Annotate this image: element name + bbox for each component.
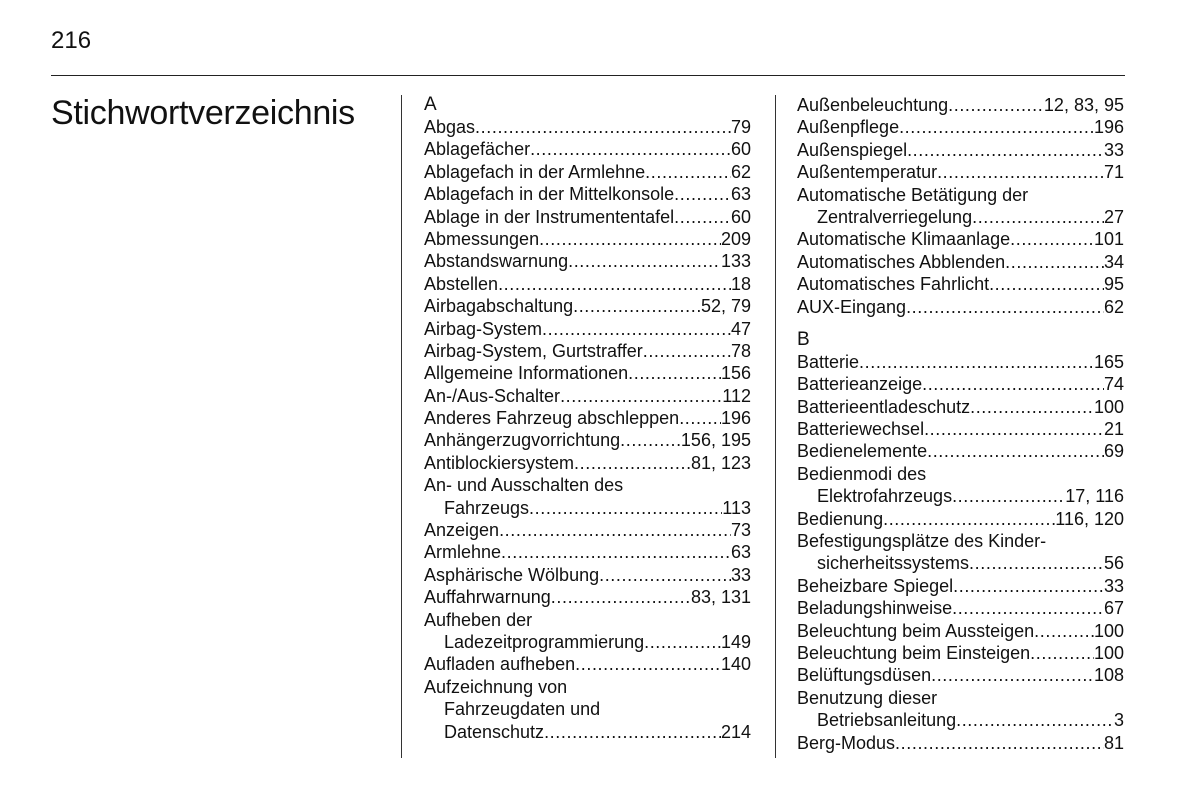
index-entry-pages: 196 xyxy=(720,408,751,429)
dot-leader xyxy=(1028,184,1124,206)
index-entry-label: Anhängerzugvorrichtung xyxy=(424,430,621,451)
index-entry xyxy=(424,228,751,250)
index-entry-label: Ablagefach in der Armlehne xyxy=(424,161,646,182)
dot-leader xyxy=(544,721,721,743)
index-entry-label: Abstellen xyxy=(424,273,499,294)
index-entry xyxy=(797,418,1124,440)
column-divider-left xyxy=(401,95,402,758)
dot-leader xyxy=(674,183,731,205)
index-entry xyxy=(424,407,751,429)
index-entry xyxy=(797,575,1124,597)
index-entry-pages: 3 xyxy=(1113,710,1124,731)
index-entry-label: Außentemperatur xyxy=(797,162,938,183)
dot-leader xyxy=(574,452,691,474)
page-number: 216 xyxy=(51,27,92,54)
index-entry xyxy=(797,116,1124,138)
index-entry-pages: 60 xyxy=(730,206,751,227)
index-entry-pages: 116, 120 xyxy=(1055,508,1124,529)
dot-leader xyxy=(600,698,751,720)
dot-leader xyxy=(956,709,1114,731)
index-entry xyxy=(424,362,751,384)
index-entry xyxy=(424,564,751,586)
dot-leader xyxy=(937,687,1124,709)
index-entry-label: Automatische Betätigung der xyxy=(797,184,1029,205)
index-entry xyxy=(424,318,751,340)
index-entry xyxy=(797,251,1124,273)
index-entry xyxy=(797,184,1124,206)
index-entry-label: Allgemeine Informationen xyxy=(424,363,629,384)
index-entry-pages: 81 xyxy=(1103,732,1124,753)
index-entry-label: Automatische Klimaanlage xyxy=(797,229,1011,250)
index-entry-label: Außenbeleuchtung xyxy=(797,95,949,115)
dot-leader xyxy=(529,497,722,519)
index-entry-label: Bedienmodi des xyxy=(797,463,927,484)
index-entry-pages: 63 xyxy=(730,184,751,205)
index-entry xyxy=(424,206,751,228)
index-entry xyxy=(424,385,751,407)
index-entry xyxy=(797,687,1124,709)
index-entry xyxy=(424,273,751,295)
dot-leader xyxy=(927,440,1104,462)
index-entry-label: sicherheitssystems xyxy=(817,553,970,574)
index-entry-pages: 100 xyxy=(1093,396,1124,417)
index-entry-pages: 83, 131 xyxy=(690,587,751,608)
dot-leader xyxy=(599,564,731,586)
dot-leader xyxy=(931,664,1094,686)
dot-leader xyxy=(924,418,1104,440)
index-entry xyxy=(424,116,751,138)
dot-leader xyxy=(499,519,731,541)
index-entry-pages: 149 xyxy=(720,631,751,652)
index-entry xyxy=(424,721,751,743)
index-entry-label: Fahrzeugs xyxy=(444,497,530,518)
index-entry-pages: 56 xyxy=(1103,553,1124,574)
index-entry xyxy=(797,440,1124,462)
index-entry xyxy=(797,206,1124,228)
index-entry-pages: 81, 123 xyxy=(690,452,751,473)
dot-leader xyxy=(1005,251,1104,273)
index-entry-pages: 156, 195 xyxy=(680,430,751,451)
index-entry-pages: 17, 116 xyxy=(1065,486,1124,507)
dot-leader xyxy=(953,575,1104,597)
index-entry-pages: 100 xyxy=(1093,620,1124,641)
dot-leader xyxy=(895,732,1104,754)
index-entry-pages: 73 xyxy=(730,520,751,541)
index-entry-pages: 62 xyxy=(730,161,751,182)
dot-leader xyxy=(539,228,721,250)
index-entry-label: Belüftungsdüsen xyxy=(797,665,932,686)
index-entry-pages: 140 xyxy=(720,654,751,675)
dot-leader xyxy=(883,508,1055,530)
dot-leader xyxy=(674,206,731,228)
dot-leader xyxy=(498,273,731,295)
dot-leader xyxy=(969,552,1104,574)
section-spacer xyxy=(797,318,1124,329)
index-entry-pages: 27 xyxy=(1103,206,1124,227)
index-entry-pages: 108 xyxy=(1093,665,1124,686)
index-entry-pages: 12, 83, 95 xyxy=(1043,95,1124,115)
index-entry-label: Armlehne xyxy=(424,542,502,563)
dot-leader xyxy=(628,362,721,384)
index-entry xyxy=(424,250,751,272)
dot-leader xyxy=(899,116,1094,138)
index-entry-label: An- und Ausschalten des xyxy=(424,475,624,496)
dot-leader xyxy=(645,161,731,183)
index-entry-label: Benutzung dieser xyxy=(797,687,938,708)
index-entry-label: Aufheben der xyxy=(424,609,533,630)
index-entry-label: Anderes Fahrzeug abschleppen xyxy=(424,408,680,429)
dot-leader xyxy=(501,541,731,563)
index-entry-label: Bedienelemente xyxy=(797,441,928,462)
section-letter-heading: B xyxy=(797,328,810,350)
dot-leader xyxy=(1034,620,1094,642)
dot-leader xyxy=(1010,228,1094,250)
index-entry-pages: 47 xyxy=(730,318,751,339)
index-entry xyxy=(424,429,751,451)
index-entry-pages: 156 xyxy=(720,363,751,384)
index-entry-label: Aufzeichnung von xyxy=(424,676,568,697)
index-entry xyxy=(797,396,1124,418)
index-entry-label: Auffahrwarnung xyxy=(424,587,551,608)
index-entry-pages: 33 xyxy=(1103,139,1124,160)
dot-leader xyxy=(643,340,731,362)
index-entry-label: Abstandswarnung xyxy=(424,251,569,272)
index-entry xyxy=(797,642,1124,664)
index-entry xyxy=(797,530,1124,552)
index-entry-label: Ladezeitprogrammierung xyxy=(444,631,645,652)
index-entry xyxy=(424,541,751,563)
dot-leader xyxy=(620,429,681,451)
page-title: Stichwortverzeichnis xyxy=(51,94,355,132)
index-entry-pages: 71 xyxy=(1103,162,1124,183)
index-column-2 xyxy=(797,94,1124,754)
index-entry xyxy=(424,138,751,160)
index-entry-pages: 74 xyxy=(1103,374,1124,395)
index-entry-pages: 101 xyxy=(1093,229,1124,250)
dot-leader xyxy=(551,586,691,608)
index-entry xyxy=(797,597,1124,619)
dot-leader xyxy=(948,94,1044,116)
index-entry-pages: 69 xyxy=(1103,441,1124,462)
index-entry-pages: 112 xyxy=(722,385,751,406)
index-entry-label: Airbagabschaltung xyxy=(424,296,574,317)
index-entry-pages: 33 xyxy=(1103,575,1124,596)
index-entry-label: Antiblockiersystem xyxy=(424,452,575,473)
index-entry xyxy=(424,631,751,653)
index-entry-label: An-/Aus-Schalter xyxy=(424,385,561,406)
index-entry xyxy=(424,340,751,362)
index-entry xyxy=(424,161,751,183)
dot-leader xyxy=(972,206,1104,228)
index-entry-label: Asphärische Wölbung xyxy=(424,564,600,585)
dot-leader xyxy=(542,318,731,340)
index-column-1 xyxy=(424,94,751,743)
index-entry xyxy=(424,452,751,474)
index-entry-label: Elektrofahrzeugs xyxy=(817,486,953,507)
index-entry xyxy=(424,676,751,698)
dot-leader xyxy=(475,116,731,138)
index-entry-pages: 67 xyxy=(1103,598,1124,619)
index-entry xyxy=(797,351,1124,373)
dot-leader xyxy=(568,250,721,272)
index-entry xyxy=(797,94,1124,116)
index-entry xyxy=(424,653,751,675)
index-entry-label: Anzeigen xyxy=(424,520,500,541)
index-entry-pages: 78 xyxy=(730,340,751,361)
index-entry-label: Batterieentladeschutz xyxy=(797,396,971,417)
index-entry-pages: 33 xyxy=(730,564,751,585)
index-entry-label: Batterieanzeige xyxy=(797,374,923,395)
index-entry-label: Fahrzeugdaten und xyxy=(444,699,601,720)
index-entry-label: Beleuchtung beim Einsteigen xyxy=(797,642,1031,663)
index-entry xyxy=(797,709,1124,731)
dot-leader xyxy=(952,485,1065,507)
dot-leader xyxy=(922,373,1104,395)
dot-leader xyxy=(926,463,1124,485)
index-entry xyxy=(797,732,1124,754)
index-entry-label: Befestigungsplätze des Kinder- xyxy=(797,531,1047,552)
index-entry-label: Beheizbare Spiegel xyxy=(797,575,954,596)
index-entry xyxy=(797,228,1124,250)
index-entry-label: AUX-Eingang xyxy=(797,296,907,317)
dot-leader xyxy=(906,296,1104,318)
index-entry-pages: 63 xyxy=(730,542,751,563)
index-entry-pages: 196 xyxy=(1093,117,1124,138)
dot-leader xyxy=(532,609,751,631)
index-entry-label: Batterie xyxy=(797,351,860,372)
column-divider-right xyxy=(775,95,776,758)
index-entry-label: Automatisches Fahrlicht xyxy=(797,274,990,295)
index-entry-label: Airbag-System xyxy=(424,318,543,339)
index-entry xyxy=(797,296,1124,318)
index-entry-pages: 18 xyxy=(730,273,751,294)
index-entry-label: Ablagefach in der Mittelkonsole xyxy=(424,184,675,205)
index-entry xyxy=(424,474,751,496)
index-entry-pages: 133 xyxy=(720,251,751,272)
index-entry-pages: 79 xyxy=(730,117,751,137)
dot-leader xyxy=(575,653,721,675)
index-entry-label: Abgas xyxy=(424,117,476,137)
index-entry xyxy=(797,552,1124,574)
dot-leader xyxy=(679,407,721,429)
index-entry-pages: 100 xyxy=(1093,642,1124,663)
index-entry xyxy=(797,373,1124,395)
index-entry-label: Bedienung xyxy=(797,508,884,529)
dot-leader xyxy=(623,474,751,496)
index-entry-pages: 209 xyxy=(720,228,751,249)
index-entry-pages: 165 xyxy=(1093,351,1124,372)
index-entry xyxy=(424,183,751,205)
index-entry-pages: 21 xyxy=(1103,419,1124,440)
dot-leader xyxy=(859,351,1094,373)
index-entry-label: Beleuchtung beim Aussteigen xyxy=(797,620,1035,641)
index-entry-pages: 60 xyxy=(730,139,751,160)
dot-leader xyxy=(560,385,722,407)
dot-leader xyxy=(644,631,721,653)
index-entry-label: Zentralverriegelung xyxy=(817,206,973,227)
index-entry xyxy=(424,519,751,541)
index-entry-label: Airbag-System, Gurtstraffer xyxy=(424,340,643,361)
index-entry xyxy=(797,273,1124,295)
dot-leader xyxy=(952,597,1104,619)
index-entry xyxy=(424,609,751,631)
index-entry-label: Batteriewechsel xyxy=(797,419,925,440)
index-entry xyxy=(797,161,1124,183)
index-entry xyxy=(797,463,1124,485)
index-entry xyxy=(424,586,751,608)
index-entry-label: Berg-Modus xyxy=(797,732,896,753)
dot-leader xyxy=(937,161,1104,183)
index-entry xyxy=(797,485,1124,507)
section-letter-heading: A xyxy=(424,94,437,115)
index-entry-label: Betriebsanleitung xyxy=(817,710,957,731)
dot-leader xyxy=(530,138,731,160)
index-entry xyxy=(797,620,1124,642)
index-entry xyxy=(424,295,751,317)
dot-leader xyxy=(989,273,1104,295)
index-entry-label: Aufladen aufheben xyxy=(424,654,576,675)
index-entry-label: Ablage in der Instrumententafel xyxy=(424,206,675,227)
index-entry xyxy=(797,508,1124,530)
index-entry xyxy=(424,497,751,519)
index-entry-pages: 34 xyxy=(1103,251,1124,272)
dot-leader xyxy=(970,396,1094,418)
index-entry-pages: 62 xyxy=(1103,296,1124,317)
dot-leader xyxy=(1030,642,1094,664)
index-entry-label: Beladungshinweise xyxy=(797,598,953,619)
dot-leader xyxy=(1046,530,1124,552)
index-entry-pages: 214 xyxy=(720,721,751,742)
index-entry-label: Außenpflege xyxy=(797,117,900,138)
index-entry-pages: 52, 79 xyxy=(700,296,751,317)
dot-leader xyxy=(573,295,701,317)
index-entry-label: Ablagefächer xyxy=(424,139,531,160)
index-entry-label: Außenspiegel xyxy=(797,139,908,160)
dot-leader xyxy=(567,676,751,698)
index-entry-pages: 95 xyxy=(1103,274,1124,295)
index-entry xyxy=(797,664,1124,686)
header-rule xyxy=(51,75,1125,76)
dot-leader xyxy=(907,139,1104,161)
index-entry-pages: 113 xyxy=(722,497,751,518)
index-entry-label: Datenschutz xyxy=(444,721,545,742)
index-entry xyxy=(797,139,1124,161)
index-entry-label: Abmessungen xyxy=(424,228,540,249)
index-entry-label: Automatisches Abblenden xyxy=(797,251,1006,272)
index-entry xyxy=(424,698,751,720)
